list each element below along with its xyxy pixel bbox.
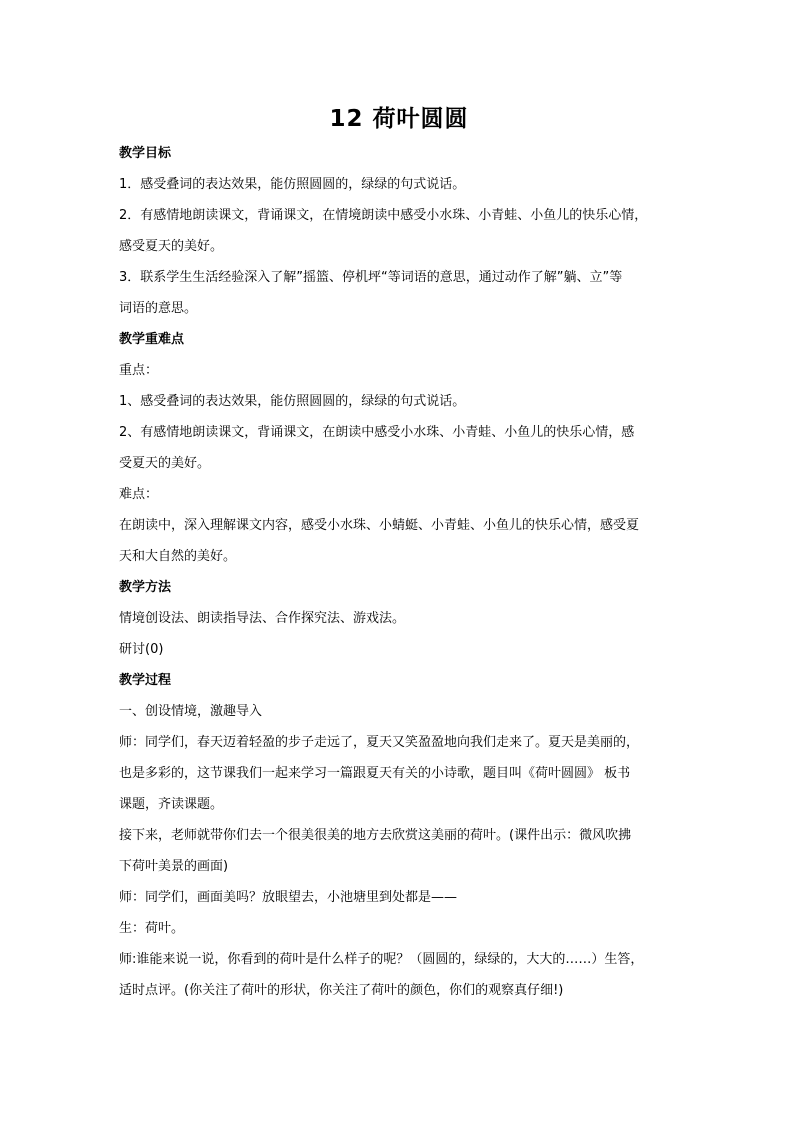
text-line: 适时点评。(你关注了荷叶的形状，你关注了荷叶的颜色，你们的观察真仔细!)	[119, 983, 564, 998]
text-line: 下荷叶美景的画面)	[119, 859, 229, 874]
section-heading-process: 教学过程	[119, 673, 172, 688]
text-line: 师：同学们，春天迈着轻盈的步子走远了，夏天又笑盈盈地向我们走来了。夏天是美丽的，	[119, 735, 640, 750]
section-heading-methods: 教学方法	[119, 580, 172, 595]
text-line: 受夏天的美好。	[119, 456, 211, 471]
text-line: 师:谁能来说一说，你看到的荷叶是什么样子的呢？（圆圆的，绿绿的，大大的……）生答，	[119, 952, 644, 967]
section-heading-objectives: 教学目标	[119, 146, 172, 161]
text-line: 3．联系学生生活经验深入了解”摇篮、停机坪“等词语的意思，通过动作了解”躺、立”等	[119, 270, 623, 285]
text-line: 接下来，老师就带你们去一个很美很美的地方去欣赏这美丽的荷叶。(课件出示：微风吹拂	[119, 828, 632, 843]
text-line: 研讨(0)	[119, 642, 164, 657]
text-line: 1．感受叠词的表达效果，能仿照圆圆的，绿绿的句式说话。	[119, 177, 466, 192]
document-page	[119, 96, 679, 1006]
text-line: 课题，齐读课题。	[119, 797, 224, 812]
text-line: 2、有感情地朗读课文，背诵课文，在朗读中感受小水珠、小青蛙、小鱼儿的快乐心情，感	[119, 425, 635, 440]
text-line: 难点：	[119, 487, 159, 502]
text-line: 师：同学们，画面美吗？放眼望去，小池塘里到处都是——	[119, 890, 458, 905]
text-line: 词语的意思。	[119, 301, 198, 316]
text-line: 天和大自然的美好。	[119, 549, 237, 564]
text-line: 生：荷叶。	[119, 921, 185, 936]
section-heading-key-points: 教学重难点	[119, 332, 185, 347]
text-line: 2．有感情地朗读课文，背诵课文，在情境朗读中感受小水珠、小青蛙、小鱼儿的快乐心情，	[119, 208, 648, 223]
lesson-title: 12 荷叶圆圆	[329, 106, 469, 132]
text-line: 重点：	[119, 363, 159, 378]
text-line: 也是多彩的，这节课我们一起来学习一篇跟夏天有关的小诗歌，题目叫《荷叶圆圆》 板书	[119, 766, 631, 781]
text-line: 1、感受叠词的表达效果，能仿照圆圆的，绿绿的句式说话。	[119, 394, 466, 409]
text-line: 一、创设情境，激趣导入	[119, 704, 263, 719]
text-line: 在朗读中，深入理解课文内容，感受小水珠、小蜻蜓、小青蛙、小鱼儿的快乐心情，感受夏	[119, 518, 640, 533]
text-line: 情境创设法、朗读指导法、合作探究法、游戏法。	[119, 611, 406, 626]
text-line: 感受夏天的美好。	[119, 239, 224, 254]
